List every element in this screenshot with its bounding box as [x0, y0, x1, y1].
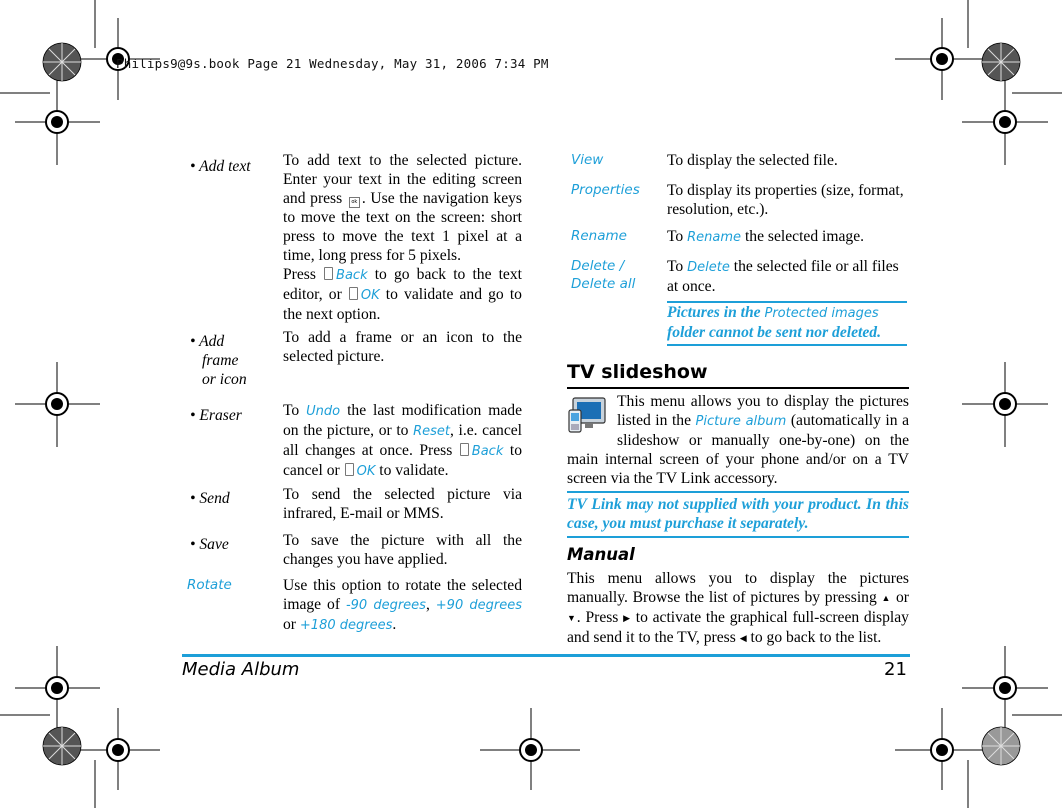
term-add-text: • Add text: [190, 158, 251, 175]
page-number: 21: [884, 659, 907, 680]
term-delete: Delete / Delete all: [571, 258, 636, 292]
note-tv-link: TV Link may not supplied with your product. In this case, you must purchase it separately.: [567, 496, 909, 532]
nav-right-icon: ▶: [623, 613, 631, 623]
term-rotate: Rotate: [187, 577, 232, 593]
note-divider: [667, 344, 907, 346]
desc-view: To display the selected file.: [667, 152, 838, 169]
note-protected-images: Pictures in the Protected images folder cannot be sent nor deleted.: [667, 304, 881, 341]
desc-save: To save the picture with all the changes you have applied.: [283, 532, 522, 568]
subheading-manual: Manual: [567, 545, 635, 564]
footer-section-title: Media Album: [182, 659, 300, 680]
section-heading-tv-slideshow: TV slideshow: [567, 361, 708, 383]
footer-rule: [182, 654, 910, 657]
term-view: View: [571, 152, 604, 168]
nav-up-icon: ▲: [881, 593, 892, 603]
desc-delete: To Delete the selected file or all files at once.: [667, 258, 899, 295]
term-send: • Send: [190, 490, 230, 507]
ok-key-icon: ok: [349, 197, 360, 208]
term-properties: Properties: [571, 182, 640, 198]
manual-paragraph: This menu allows you to display the pictures manually. Browse the list of pictures by pressing ▲ or ▼. Press ▶ to activate the graphical full-screen display and send it to the TV, press ◀ to go back to the list.: [567, 570, 909, 646]
desc-properties: To display its properties (size, format, resolution, etc.).: [667, 182, 904, 218]
desc-eraser: To Undo the last modification made on the picture, or to Reset, i.e. cancel all changes at once. Press Back to cancel or OK to validate.: [283, 402, 523, 479]
right-softkey-icon: [345, 463, 354, 476]
left-softkey-icon: [324, 267, 333, 280]
note-divider: [567, 491, 909, 493]
tv-slideshow-paragraph: This menu allows you to display the pictures listed in the Picture album (automatically in a slideshow or manually one-by-one) on the main internal screen of your phone and/or on a TV screen via the TV Link accessory.: [567, 393, 909, 487]
note-divider: [567, 536, 909, 538]
left-softkey-icon: [460, 443, 469, 456]
desc-add-frame: To add a frame or an icon to the selected picture.: [283, 329, 522, 365]
desc-rename: To Rename the selected image.: [667, 228, 865, 245]
term-add-frame: • Add frame or icon: [190, 333, 247, 388]
print-slug: Philips9@9s.book Page 21 Wednesday, May 31, 2006 7:34 PM: [116, 56, 549, 71]
desc-rotate: Use this option to rotate the selected image of -90 degrees, +90 degrees or +180 degrees.: [283, 577, 522, 633]
nav-left-icon: ◀: [739, 633, 747, 643]
desc-send: To send the selected picture via infrared, E-mail or MMS.: [283, 486, 522, 522]
right-softkey-icon: [349, 287, 358, 300]
term-save: • Save: [190, 536, 229, 553]
term-eraser: • Eraser: [190, 407, 242, 424]
desc-add-text: To add text to the selected picture. Enter your text in the editing screen and press ok . Use the navigation keys to move the text on the screen: short press to move the text 1 pixel at a time, long press for 5 pixels. Press Back to go back to the text editor, or OK to validate and go to the next option.: [283, 152, 522, 323]
term-rename: Rename: [571, 228, 627, 244]
heading-rule: [567, 387, 909, 389]
nav-down-icon: ▼: [567, 613, 577, 623]
